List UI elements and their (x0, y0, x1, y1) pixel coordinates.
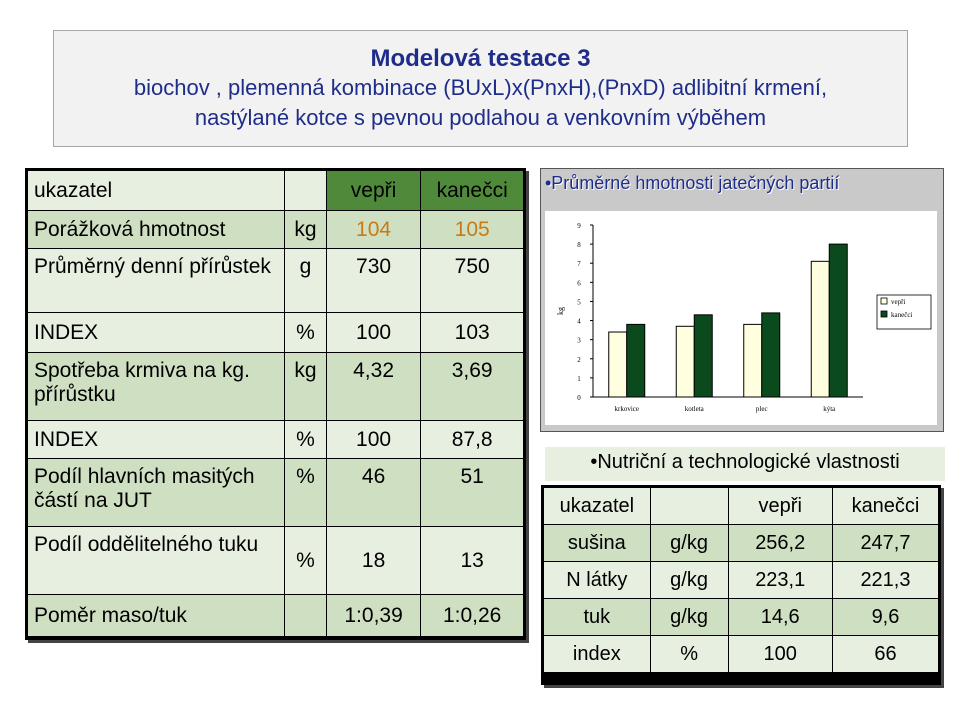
chart-plot-area (545, 211, 937, 425)
bar-krkovice-series1 (609, 332, 627, 397)
lt-row-label: Poměr maso/tuk (28, 595, 285, 637)
lt-row-v2: 3,69 (421, 353, 524, 421)
lt-row-v1: 100 (326, 313, 421, 353)
rt-row-v1: 223,1 (728, 562, 832, 599)
x-tick-label: kýta (823, 405, 836, 413)
y-tick-label: 1 (577, 374, 581, 383)
legend-swatch (881, 311, 887, 317)
y-tick-label: 5 (577, 298, 581, 307)
rt-header-col1: vepři (728, 488, 832, 525)
rt-row-v2: 9,6 (832, 599, 938, 636)
lt-row-v1: 4,32 (326, 353, 421, 421)
bar-kýta-series2 (829, 244, 847, 397)
lt-row-unit: kg (285, 211, 327, 249)
y-tick-label: 4 (577, 317, 581, 326)
legend-label: vepři (891, 298, 906, 306)
legend-label: kanečci (891, 311, 913, 319)
y-tick-label: 3 (577, 336, 581, 345)
rt-row-unit: g/kg (650, 599, 728, 636)
rt-row-unit: % (650, 636, 728, 673)
y-axis-label: kg (556, 307, 565, 315)
rt-row-unit: g/kg (650, 525, 728, 562)
title-box (53, 30, 908, 147)
rt-header-unit (650, 488, 728, 525)
chart-title: •Průměrné hmotnosti jatečných partií (545, 173, 840, 193)
rt-row-label: sušina (544, 525, 651, 562)
rt-row-label: tuk (544, 599, 651, 636)
lt-row-v1: 730 (326, 249, 421, 313)
lt-row-v1: 100 (326, 421, 421, 459)
lt-row-unit: g (285, 249, 327, 313)
lt-row-unit: % (285, 421, 327, 459)
lt-row-label: Průměrný denní přírůstek (28, 249, 285, 313)
bar-plec-series1 (744, 324, 762, 397)
lt-row-label: Spotřeba krmiva na kg. přírůstku (28, 353, 285, 421)
y-tick-label: 0 (577, 394, 581, 402)
rt-row-v1: 256,2 (728, 525, 832, 562)
left-table-frame (25, 168, 526, 640)
lt-row-v1: 1:0,39 (326, 595, 421, 637)
lt-row-v2: 750 (421, 249, 524, 313)
lt-header-unit (285, 171, 327, 211)
rt-header-label: ukazatel (544, 488, 651, 525)
lt-row-v2: 87,8 (421, 421, 524, 459)
lt-row-v1: 46 (326, 459, 421, 527)
y-tick-label: 6 (577, 279, 581, 288)
bar-krkovice-series2 (627, 324, 645, 397)
lt-header-col1: vepři (326, 171, 421, 211)
rt-header-col2: kanečci (832, 488, 938, 525)
lt-row-v2: 13 (421, 527, 524, 595)
lt-row-unit (285, 595, 327, 637)
lt-row-unit: % (285, 527, 327, 595)
rt-row-v1: 100 (728, 636, 832, 673)
page-subtitle-line2: nastýlané kotce s pevnou podlahou a venkovním výběhem (194, 105, 767, 130)
rt-row-v2: 247,7 (832, 525, 938, 562)
page-subtitle-line1: biochov , plemenná kombinace (BUxL)x(PnxH),(PnxD) adlibitní krmení, (133, 75, 828, 100)
x-tick-label: kotleta (684, 405, 704, 413)
lt-row-v2: 1:0,26 (421, 595, 524, 637)
lt-row-unit: kg (285, 353, 327, 421)
rt-row-v2: 221,3 (832, 562, 938, 599)
lt-row-label: INDEX (28, 313, 285, 353)
y-tick-label: 7 (577, 260, 581, 269)
page-title: Modelová testace 3 (370, 45, 591, 72)
rt-row-label: index (544, 636, 651, 673)
lt-row-v2: 51 (421, 459, 524, 527)
left-table (27, 170, 524, 637)
y-tick-label: 8 (577, 241, 581, 250)
lt-row-label: Porážková hmotnost (28, 211, 285, 249)
bar-kýta-series1 (811, 261, 829, 397)
rt-row-unit: g/kg (650, 562, 728, 599)
x-tick-label: plec (755, 405, 768, 413)
right-table-title: •Nutriční a technologické vlastnosti (545, 447, 945, 481)
lt-row-unit: % (285, 313, 327, 353)
lt-row-label: Podíl oddělitelného tuku (28, 527, 285, 595)
legend-swatch (881, 298, 887, 304)
lt-row-v1: 18 (326, 527, 421, 595)
lt-row-label: Podíl hlavních masitých částí na JUT (28, 459, 285, 527)
lt-row-v1: 104 (326, 211, 421, 249)
right-table (543, 487, 939, 673)
lt-row-label: INDEX (28, 421, 285, 459)
y-tick-label: 9 (577, 222, 581, 230)
chart-panel (540, 168, 944, 432)
bar-kotleta-series2 (694, 315, 712, 397)
right-table-frame (541, 485, 941, 685)
lt-row-v2: 105 (421, 211, 524, 249)
lt-row-v2: 103 (421, 313, 524, 353)
bar-kotleta-series1 (676, 326, 694, 397)
y-tick-label: 2 (577, 355, 581, 364)
rt-row-label: N látky (544, 562, 651, 599)
x-tick-label: krkovice (614, 405, 639, 413)
lt-header-col2: kanečci (421, 171, 524, 211)
lt-header-label: ukazatel (28, 171, 285, 211)
rt-row-v2: 66 (832, 636, 938, 673)
bar-chart (545, 211, 937, 425)
bar-plec-series2 (762, 313, 780, 397)
rt-row-v1: 14,6 (728, 599, 832, 636)
lt-row-unit: % (285, 459, 327, 527)
